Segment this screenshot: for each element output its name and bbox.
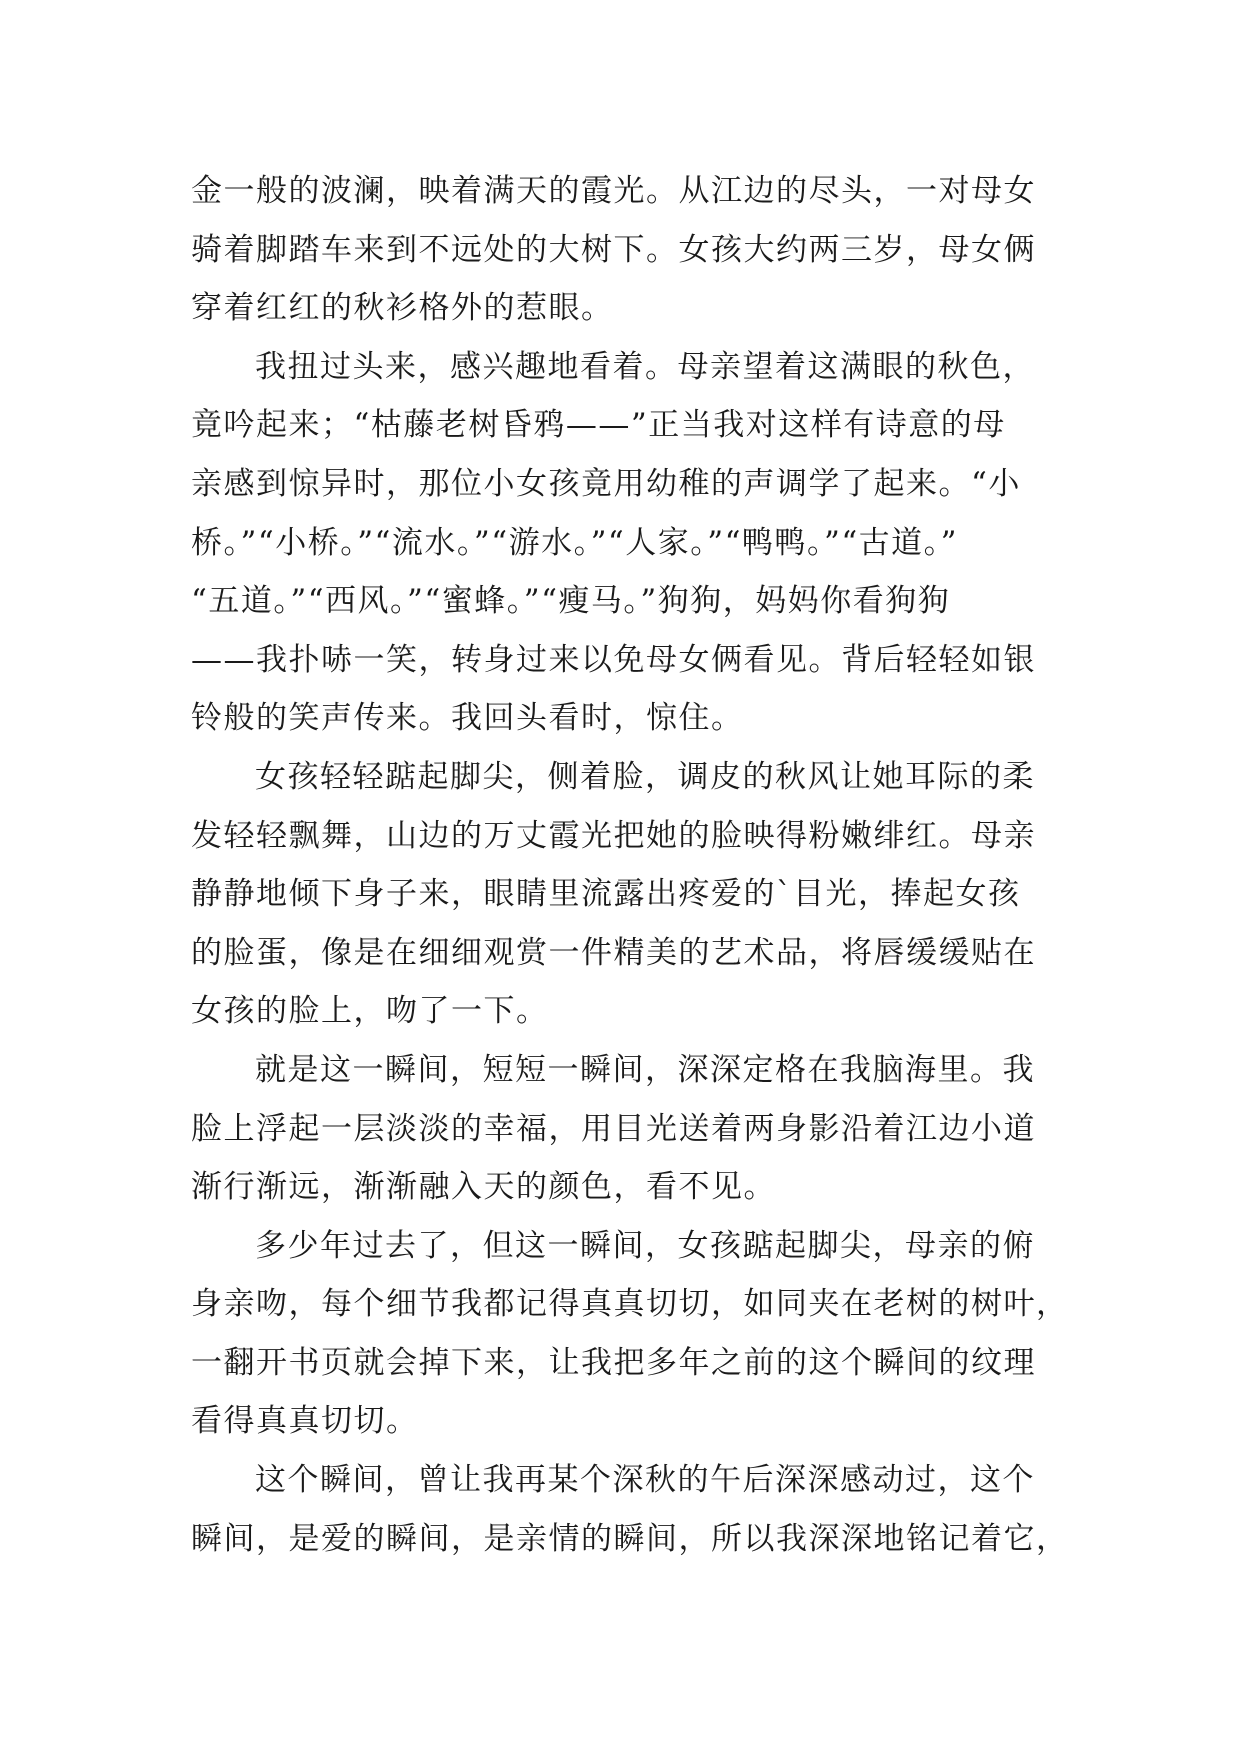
text-line: 就是这一瞬间，短短一瞬间，深深定格在我脑海里。我 (255, 1051, 1035, 1088)
text-line: 的脸蛋，像是在细细观赏一件精美的艺术品，将唇缓缓贴在 (191, 934, 1036, 971)
text-line: 瞬间，是爱的瞬间，是亲情的瞬间，所以我深深地铭记着它， (191, 1520, 1069, 1557)
text-line: 多少年过去了，但这一瞬间，女孩踮起脚尖，母亲的俯 (255, 1227, 1035, 1264)
text-line: 骑着脚踏车来到不远处的大树下。女孩大约两三岁，母女俩 (191, 231, 1036, 268)
text-line: 竟吟起来；“枯藤老树昏鸦——”正当我对这样有诗意的母 (191, 407, 1006, 444)
text-line: 女孩轻轻踮起脚尖，侧着脸，调皮的秋风让她耳际的柔 (255, 758, 1035, 795)
text-line: 女孩的脸上，吻了一下。 (191, 993, 549, 1030)
text-line: ——我扑哧一笑，转身过来以免母女俩看见。背后轻轻如银 (191, 641, 1036, 678)
text-line: 渐行渐远，渐渐融入天的颜色，看不见。 (191, 1169, 776, 1206)
text-line: 桥。”“小桥。”“流水。”“游水。”“人家。”“鸭鸭。”“古道。” (191, 524, 959, 561)
text-line: 一翻开书页就会掉下来，让我把多年之前的这个瞬间的纹理 (191, 1344, 1036, 1381)
body-text (191, 162, 1069, 1568)
text-line: 发轻轻飘舞，山边的万丈霞光把她的脸映得粉嫩绯红。母亲 (191, 817, 1036, 854)
text-line: 脸上浮起一层淡淡的幸福，用目光送着两身影沿着江边小道 (191, 1110, 1036, 1147)
text-line: 这个瞬间，曾让我再某个深秋的午后深深感动过，这个 (255, 1462, 1035, 1499)
text-line: 身亲吻，每个细节我都记得真真切切，如同夹在老树的树叶， (191, 1286, 1069, 1323)
text-line: 看得真真切切。 (191, 1403, 419, 1440)
text-line: “五道。”“西风。”“蜜蜂。”“瘦马。”狗狗，妈妈你看狗狗 (191, 583, 951, 620)
text-line: 亲感到惊异时，那位小女孩竟用幼稚的声调学了起来。“小 (191, 465, 1021, 502)
text-line: 铃般的笑声传来。我回头看时，惊住。 (191, 700, 744, 737)
text-line: 我扭过头来，感兴趣地看着。母亲望着这满眼的秋色， (255, 348, 1035, 385)
text-line: 穿着红红的秋衫格外的惹眼。 (191, 290, 614, 327)
text-line: 金一般的波澜，映着满天的霞光。从江边的尽头，一对母女 (191, 173, 1036, 209)
text-line: 静静地倾下身子来，眼睛里流露出疼爱的`目光，捧起女孩 (191, 876, 1021, 913)
